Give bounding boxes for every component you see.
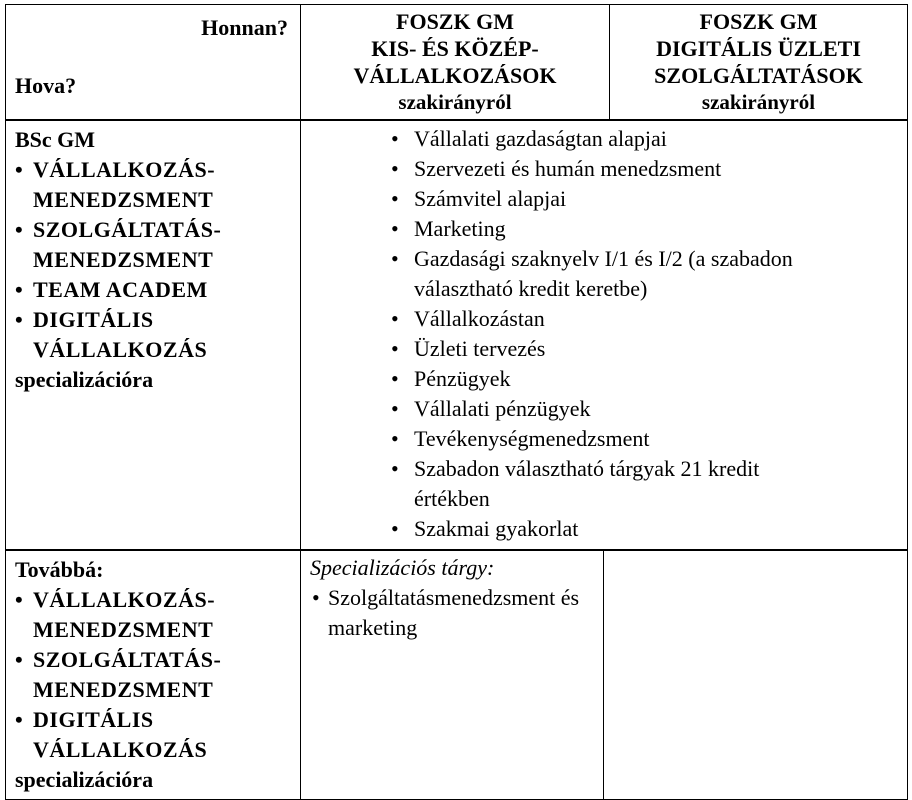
spec-subject-label: Specializációs tárgy:: [310, 555, 495, 580]
header-col2-line3: SZOLGÁLTATÁSOK: [654, 63, 863, 88]
header-col1-sub: szakirányról: [398, 90, 512, 114]
course-item: • Vállalati gazdaságtan alapjai: [389, 124, 903, 154]
course-item: • Marketing: [389, 214, 903, 244]
from-label: Honnan?: [201, 15, 288, 40]
spec-subject-item: • Szolgáltatásmenedzsment és marketing: [310, 583, 599, 643]
course-item: • Szabadon választható tárgyak 21 kredit értékben: [389, 454, 824, 514]
further-specialization-list: [15, 585, 296, 765]
header-row: [6, 5, 908, 121]
further-spec-item: • SZOLGÁLTATÁS-MENEDZSMENT: [15, 645, 253, 705]
course-item: • Pénzügyek: [389, 364, 903, 394]
further-spec-item: • DIGITÁLIS VÁLLALKOZÁS: [15, 705, 233, 765]
transfer-table: [5, 4, 908, 800]
bsc-spec-item: • DIGITÁLIS VÁLLALKOZÁS: [15, 305, 233, 365]
specialization-subject-cell: [301, 550, 604, 800]
header-col-digital: [610, 5, 908, 121]
course-item: • Tevékenységmenedzsment: [389, 424, 903, 454]
course-item: • Üzleti tervezés: [389, 334, 903, 364]
course-item: • Vállalkozástan: [389, 304, 903, 334]
bsc-suffix: specializációra: [15, 367, 154, 392]
header-col2-sub: szakirányról: [701, 90, 816, 114]
header-corner-cell: [6, 5, 301, 121]
bsc-spec-item: • VÁLLALKOZÁS-MENEDZSMENT: [15, 155, 253, 215]
further-title: Továbbá:: [15, 557, 104, 582]
course-item: • Gazdasági szaknyelv I/1 és I/2 (a szabadon választható kredit keretbe): [389, 244, 854, 304]
bsc-spec-item: • TEAM ACADEM: [15, 275, 296, 305]
further-suffix: specializációra: [15, 767, 154, 792]
further-spec-item: • VÁLLALKOZÁS-MENEDZSMENT: [15, 585, 253, 645]
to-label: Hova?: [15, 73, 77, 98]
header-col-kkv: [301, 5, 610, 121]
course-item: • Szakmai gyakorlat: [389, 514, 903, 544]
bsc-target-cell: [6, 120, 301, 550]
header-col2-line1: FOSZK GM: [699, 9, 818, 34]
header-col1-line1: FOSZK GM: [396, 9, 514, 34]
digital-col-empty-cell: [604, 550, 908, 800]
header-col1-line2: KIS- ÉS KÖZÉP-: [371, 36, 539, 61]
header-col2-line2: DIGITÁLIS ÜZLETI: [656, 36, 861, 61]
bsc-title: BSc GM: [15, 127, 96, 152]
bsc-row: [6, 120, 908, 550]
course-item: • Számvitel alapjai: [389, 184, 903, 214]
further-target-cell: [6, 550, 301, 800]
header-col1-line3: VÁLLALKOZÁSOK: [353, 63, 557, 88]
course-list: [389, 124, 903, 544]
course-item: • Szervezeti és humán menedzsment: [389, 154, 903, 184]
bsc-specialization-list: [15, 155, 296, 365]
course-list-cell: [301, 120, 908, 550]
further-row: [6, 550, 908, 800]
course-item: • Vállalati pénzügyek: [389, 394, 903, 424]
bsc-spec-item: • SZOLGÁLTATÁS-MENEDZSMENT: [15, 215, 253, 275]
spec-subject-list: [310, 583, 599, 643]
